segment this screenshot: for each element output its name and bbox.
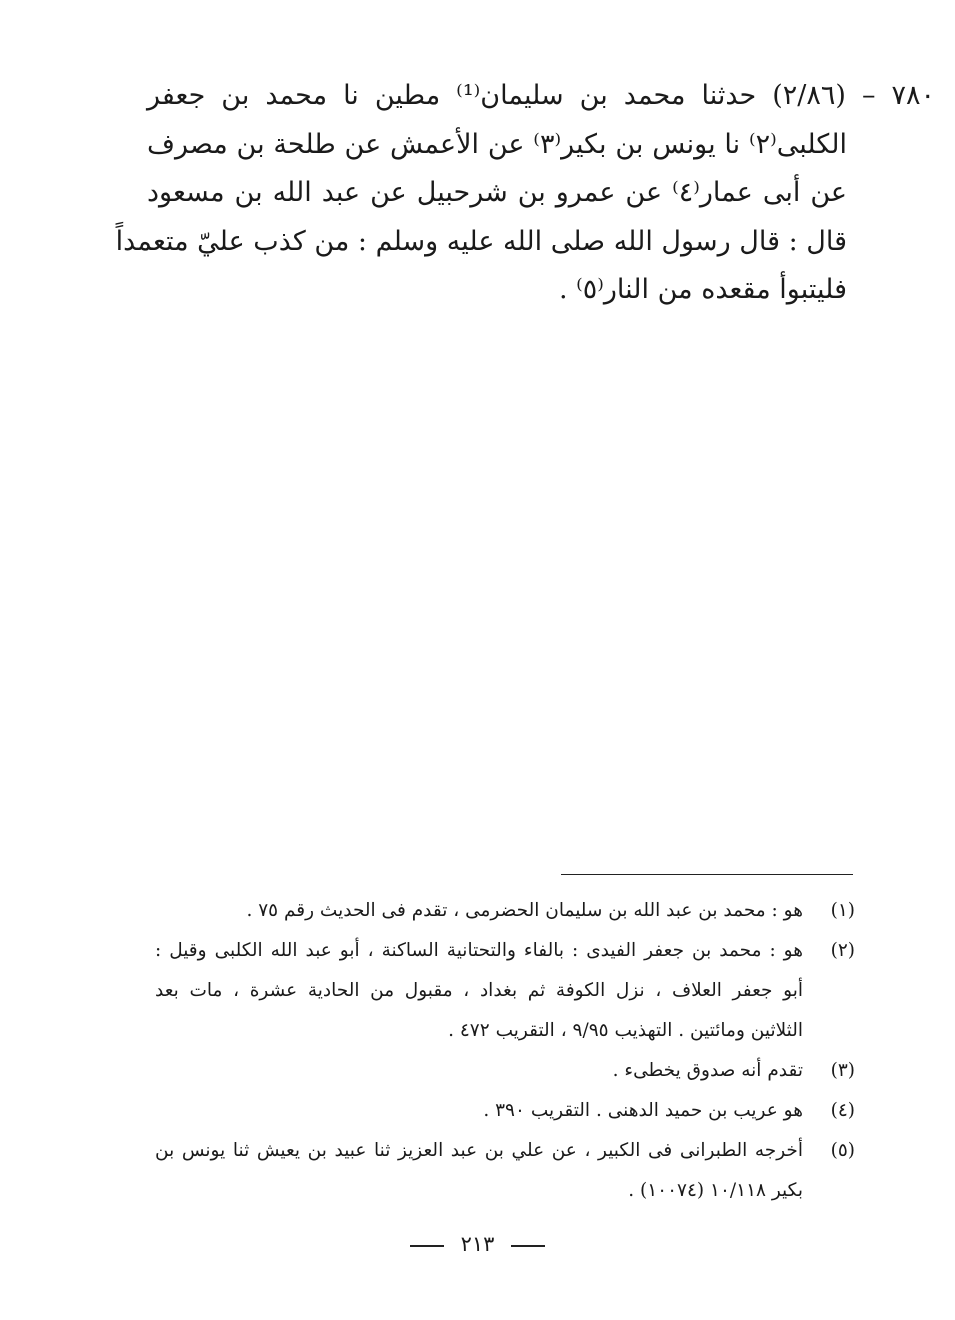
footnote-number: (٤) [830, 1100, 855, 1121]
hadith-line: الكلبى⁽٢⁾ نا يونس بن بكير⁽٣⁾ عن الأعمش عن طلحة بن مصرف [147, 128, 847, 160]
footnote-line: تقدم أنه صدوق يخطىء . [612, 1060, 803, 1081]
footnote-1 [155, 891, 855, 931]
footnote-separator [561, 874, 853, 875]
footnote-5 [155, 1131, 855, 1211]
hadith-text [115, 72, 936, 315]
footnote-line: هو : محمد بن جعفر الفيدى : بالفاء والتحتانية الساكنة ، أبو عبد الله الكلبى وقيل : [155, 940, 803, 961]
hadith-line: ٧٨٠ – (٢/٨٦) حدثنا محمد بن سليمان⁽¹⁾ مطين نا محمد بن جعفر [147, 80, 936, 111]
footnote-number: (١) [830, 900, 855, 921]
footnote-4 [155, 1091, 855, 1131]
footnote-3 [155, 1051, 855, 1091]
hadith-line: فليتبوأ مقعده من النار⁽٥⁾ . [558, 274, 847, 305]
footnote-line: أخرجه الطبرانى فى الكبير ، عن علي بن عبد العزيز ثنا عبيد بن يعيش ثنا يونس بن [155, 1140, 803, 1161]
footnote-number: (٣) [830, 1060, 855, 1081]
footnote-number: (٢) [830, 940, 855, 961]
footnote-line: بكير ١٠/١١٨ (١٠٠٧٤) . [628, 1180, 803, 1201]
hadith-line: قال : قال رسول الله صلى الله عليه وسلم : من كذب عليّ متعمداً [115, 225, 847, 257]
page-number-footer [0, 1232, 955, 1256]
footnote-line: أبو جعفر العلاف ، نزل الكوفة ثم بغداد ، مقبول من الحادية عشرة ، مات بعد [155, 980, 803, 1001]
hadith-line: عن أبى عمار⁽٤⁾ عن عمرو بن شرحبيل عن عبد الله بن مسعود [147, 177, 847, 208]
footnote-line: هو عريب بن حميد الدهنى . التقريب ٣٩٠ . [483, 1100, 803, 1121]
folio-dash-left [410, 1245, 444, 1247]
page-number: ٢١٣ [460, 1232, 495, 1256]
footnote-number: (٥) [830, 1140, 855, 1161]
folio-dash-right [511, 1245, 545, 1247]
footnotes [155, 891, 855, 1211]
footnote-line: الثلاثين ومائتين . التهذيب ٩/٩٥ ، التقريب ٤٧٢ . [448, 1020, 803, 1041]
footnote-line: هو : محمد بن عبد الله بن سليمان الحضرمى ، تقدم فى الحديث رقم ٧٥ . [246, 900, 803, 921]
footnote-2 [155, 931, 855, 1051]
